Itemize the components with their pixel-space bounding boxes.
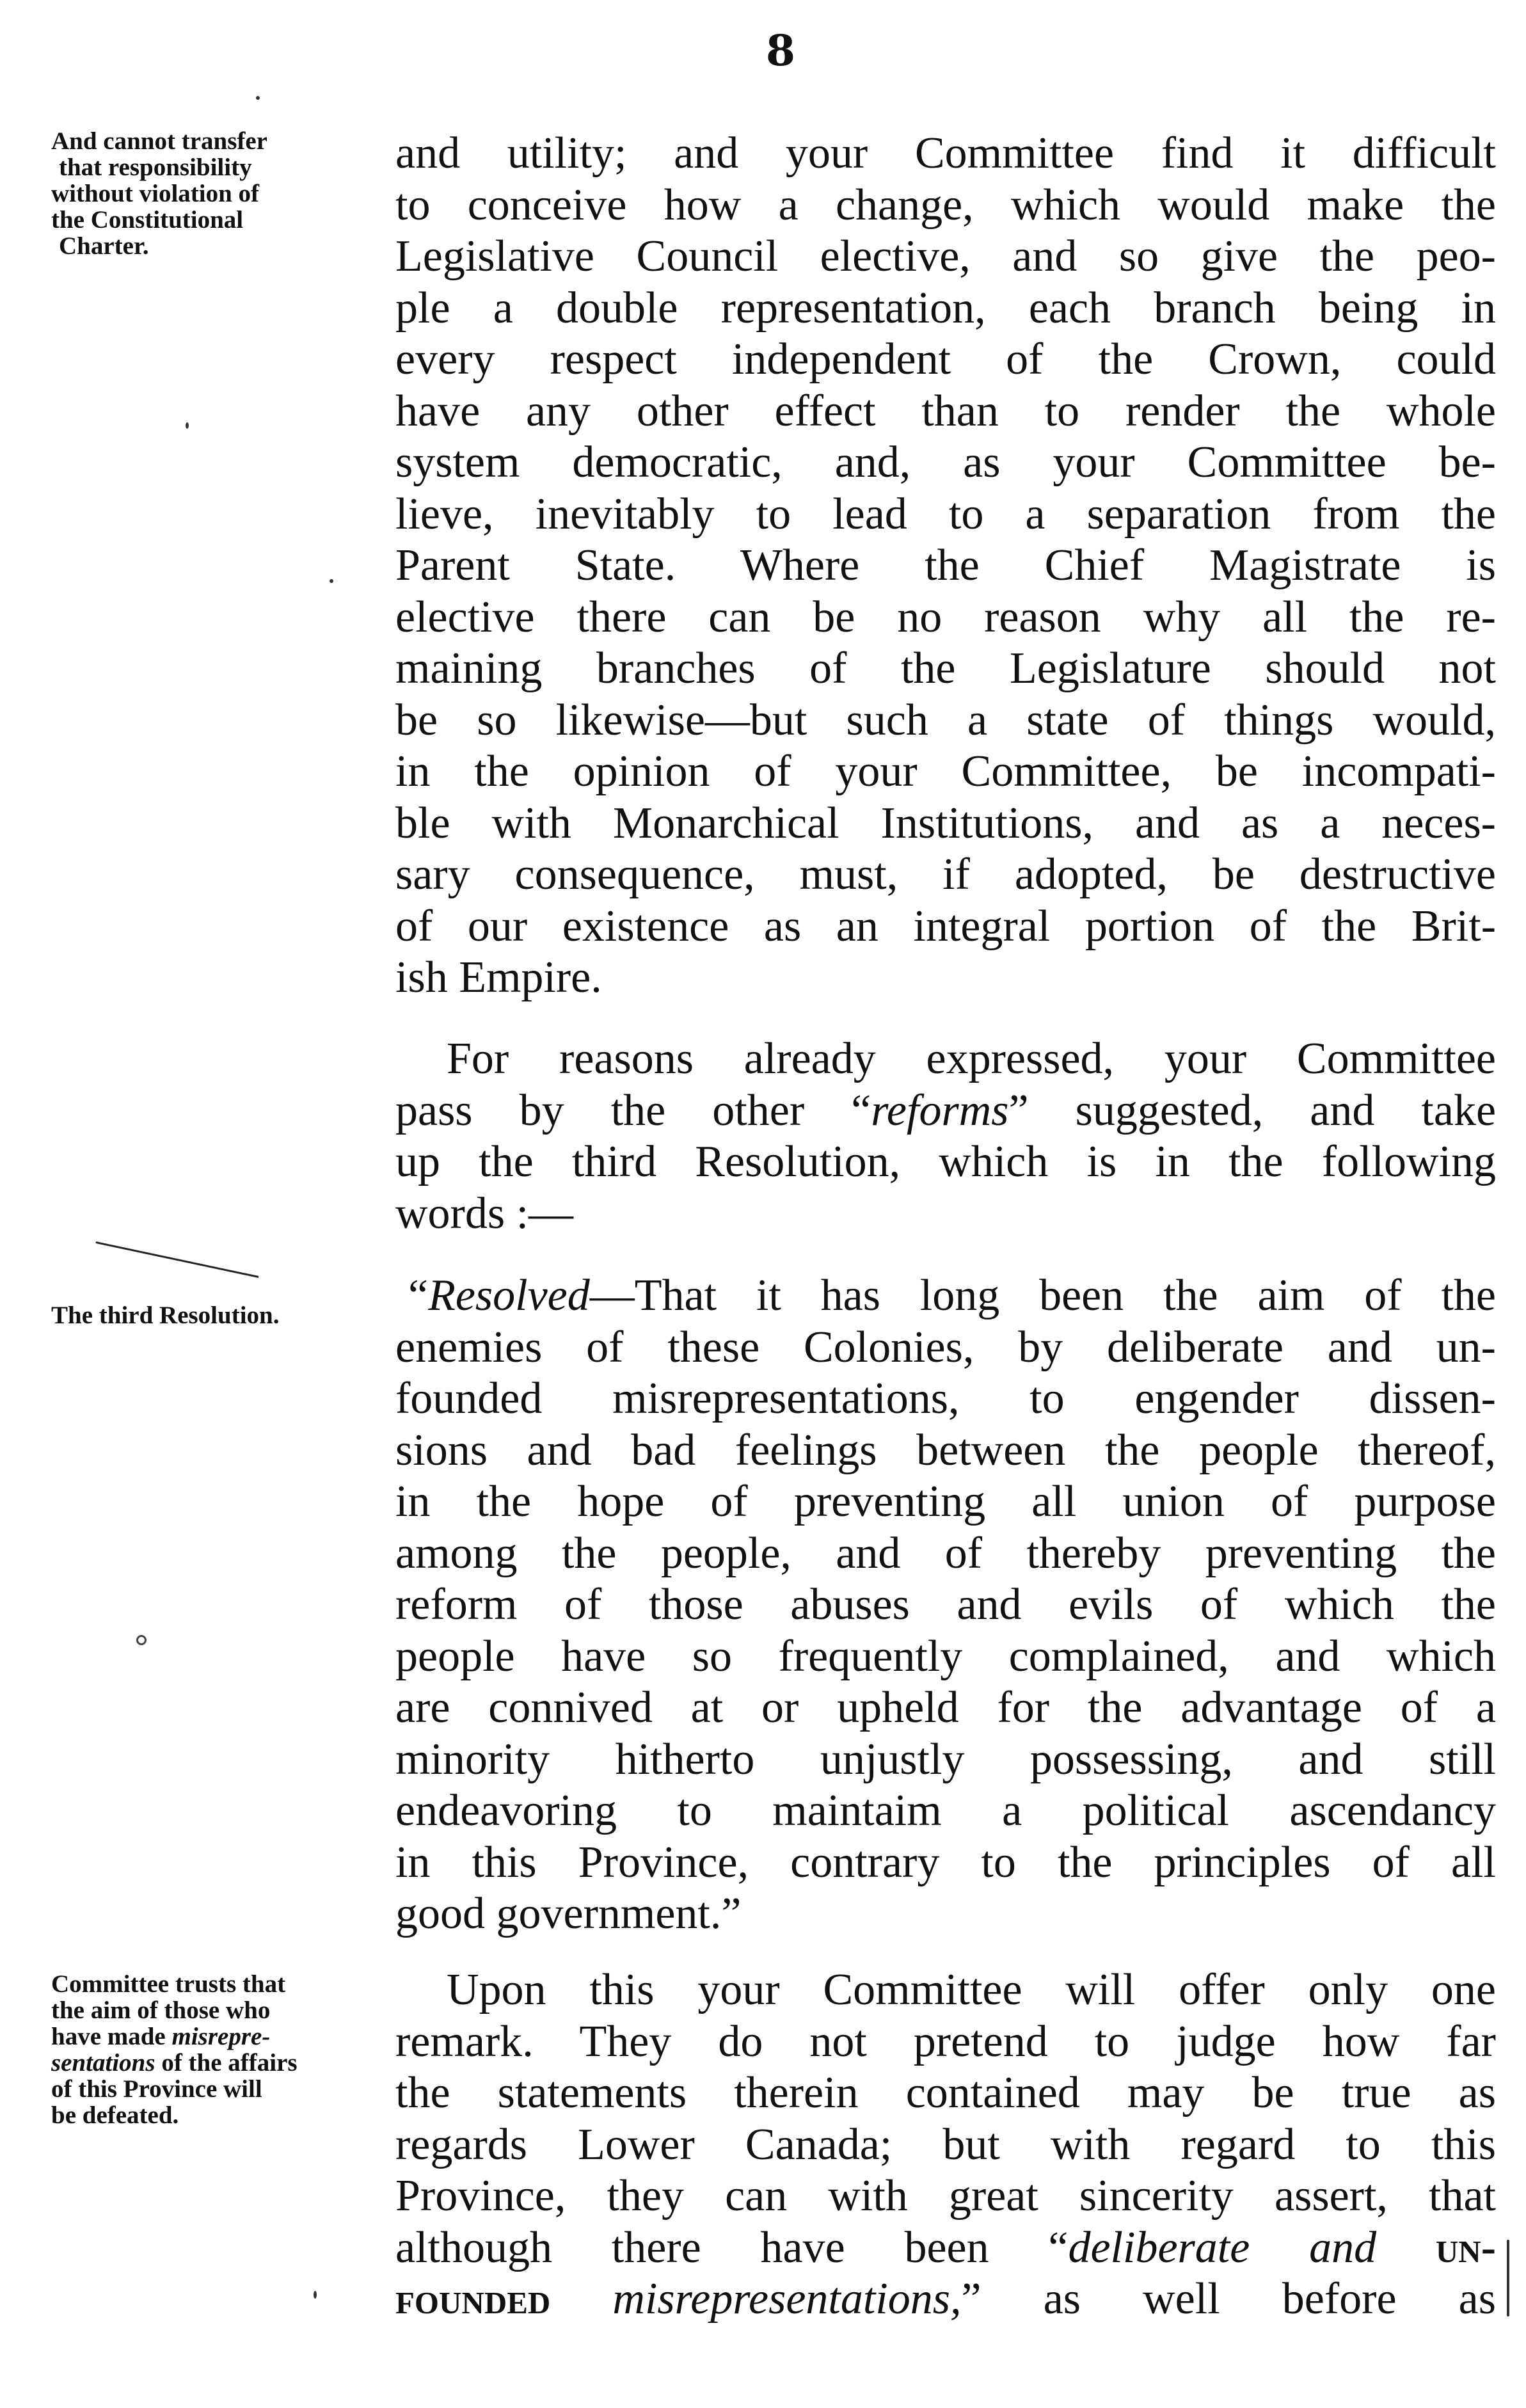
text-line: good government.” [395, 1889, 742, 1938]
text-span: ” as well before as [961, 2274, 1496, 2324]
margin-note-third-resolution [51, 1302, 384, 1328]
scan-speck [256, 96, 260, 100]
text-line: Parent State. Where the Chief Magistrate is [395, 541, 1496, 590]
text-line: enemies of these Colonies, by deliberate and un- [395, 1322, 1496, 1372]
text-span: —That it has long been the aim of the [589, 1271, 1496, 1320]
margin-note-line: of this Province will [51, 2075, 262, 2103]
margin-note-line: And cannot transfer [51, 127, 267, 155]
text-line: among the people, and of thereby preventing the [395, 1528, 1496, 1578]
text-line: Province, they can with great sincerity assert, that [395, 2171, 1496, 2221]
text-line: founded misrepresentations, to engender dissen- [395, 1374, 1496, 1423]
text-line: minority hitherto unjustly possessing, and still [395, 1734, 1496, 1784]
scan-speck [136, 1635, 147, 1645]
scan-speck [186, 422, 189, 429]
text-line: to conceive how a change, which would make the [395, 180, 1496, 230]
text-line: be so likewise—but such a state of things would, [395, 695, 1496, 745]
margin-note-committee-trusts [51, 1971, 384, 2128]
text-span: although there have been “ [395, 2222, 1069, 2272]
margin-note-line: the aim of those who [51, 1997, 271, 2024]
text-line: the statements therein contained may be true as [395, 2068, 1496, 2117]
text-span: “ [408, 1271, 429, 1320]
pencil-mark [95, 1241, 258, 1278]
text-line: system democratic, and, as your Committee be- [395, 438, 1496, 487]
text-line: maining branches of the Legislature should not [395, 644, 1496, 693]
margin-note-italic: misrepre- [171, 2023, 271, 2050]
page-number: 8 [766, 26, 795, 76]
margin-note-charter [51, 128, 384, 259]
text-line: regards Lower Canada; but with regard to this [395, 2119, 1496, 2169]
small-caps-span: founded [395, 2274, 551, 2324]
text-line: up the third Resolution, which is in the following [395, 1137, 1496, 1186]
text-line [395, 1270, 1496, 1322]
small-caps-span: un- [1435, 2222, 1497, 2272]
text-line: every respect independent of the Crown, could [395, 335, 1496, 384]
text-line: sions and bad feelings between the people thereof, [395, 1425, 1496, 1475]
text-line: of our existence as an integral portion of the Brit- [395, 901, 1496, 951]
scan-speck [330, 579, 333, 583]
text-line: remark. They do not pretend to judge how far [395, 2016, 1496, 2066]
margin-note-line: the Constitutional [51, 206, 244, 234]
text-line [395, 1085, 1496, 1137]
margin-note-line [51, 2050, 384, 2076]
text-line [395, 2274, 1496, 2325]
text-line: words :— [395, 1188, 574, 1238]
margin-note-text: of the affairs [155, 2049, 298, 2077]
scan-speck [314, 2291, 317, 2299]
text-line: people have so frequently complained, and which [395, 1631, 1496, 1681]
margin-note-line: The third Resolution. [51, 1302, 280, 1329]
paragraph-committee-remark [395, 1965, 1496, 2325]
paragraph-legislative-council [395, 128, 1496, 1004]
text-line [395, 2222, 1496, 2274]
italic-span: misrepresentations, [550, 2274, 962, 2324]
margin-note-line: that responsibility [59, 154, 252, 181]
margin-note-line: Charter. [59, 232, 149, 260]
text-line: reform of those abuses and evils of which the [395, 1580, 1496, 1629]
italic-span: reforms [871, 1085, 1009, 1135]
text-line: sary consequence, must, if adopted, be destructive [395, 850, 1496, 899]
scan-edge-mark [1507, 2240, 1509, 2316]
text-line: For reasons already expressed, your Committee [447, 1034, 1496, 1083]
paragraph-resolution-quote [395, 1270, 1496, 1940]
italic-span: deliberate and [1068, 2222, 1436, 2272]
text-span: ” suggested, and take [1008, 1085, 1497, 1135]
text-line: elective there can be no reason why all the re- [395, 592, 1496, 642]
margin-note-line: without violation of [51, 180, 260, 207]
margin-note-line: be defeated. [51, 2101, 179, 2129]
text-line: endeavoring to maintaim a political ascendancy [395, 1786, 1496, 1835]
margin-note-line: Committee trusts that [51, 1970, 286, 1998]
text-line: ple a double representation, each branch being in [395, 283, 1496, 333]
text-line: in the hope of preventing all union of purpose [395, 1477, 1496, 1526]
text-line: and utility; and your Committee find it difficult [395, 129, 1496, 178]
text-line: lieve, inevitably to lead to a separation from the [395, 489, 1496, 539]
text-line: in this Province, contrary to the principles of all [395, 1837, 1496, 1887]
text-span: pass by the other “ [395, 1085, 871, 1135]
italic-span: Resolved [428, 1271, 590, 1320]
paragraph-reforms [395, 1033, 1496, 1240]
text-line: in the opinion of your Committee, be incompati- [395, 747, 1496, 796]
text-line: are connived at or upheld for the advantage of a [395, 1683, 1496, 1732]
margin-note-line [51, 2023, 384, 2050]
margin-note-italic: sentations [51, 2049, 155, 2077]
text-line: have any other effect than to render the whole [395, 386, 1496, 436]
text-line: ble with Monarchical Institutions, and as a neces- [395, 798, 1496, 848]
text-line: Legislative Council elective, and so give the peo- [395, 232, 1496, 281]
text-line: Upon this your Committee will offer only one [447, 1965, 1496, 2014]
margin-note-text: have made [51, 2023, 172, 2050]
text-line: ish Empire. [395, 953, 602, 1002]
